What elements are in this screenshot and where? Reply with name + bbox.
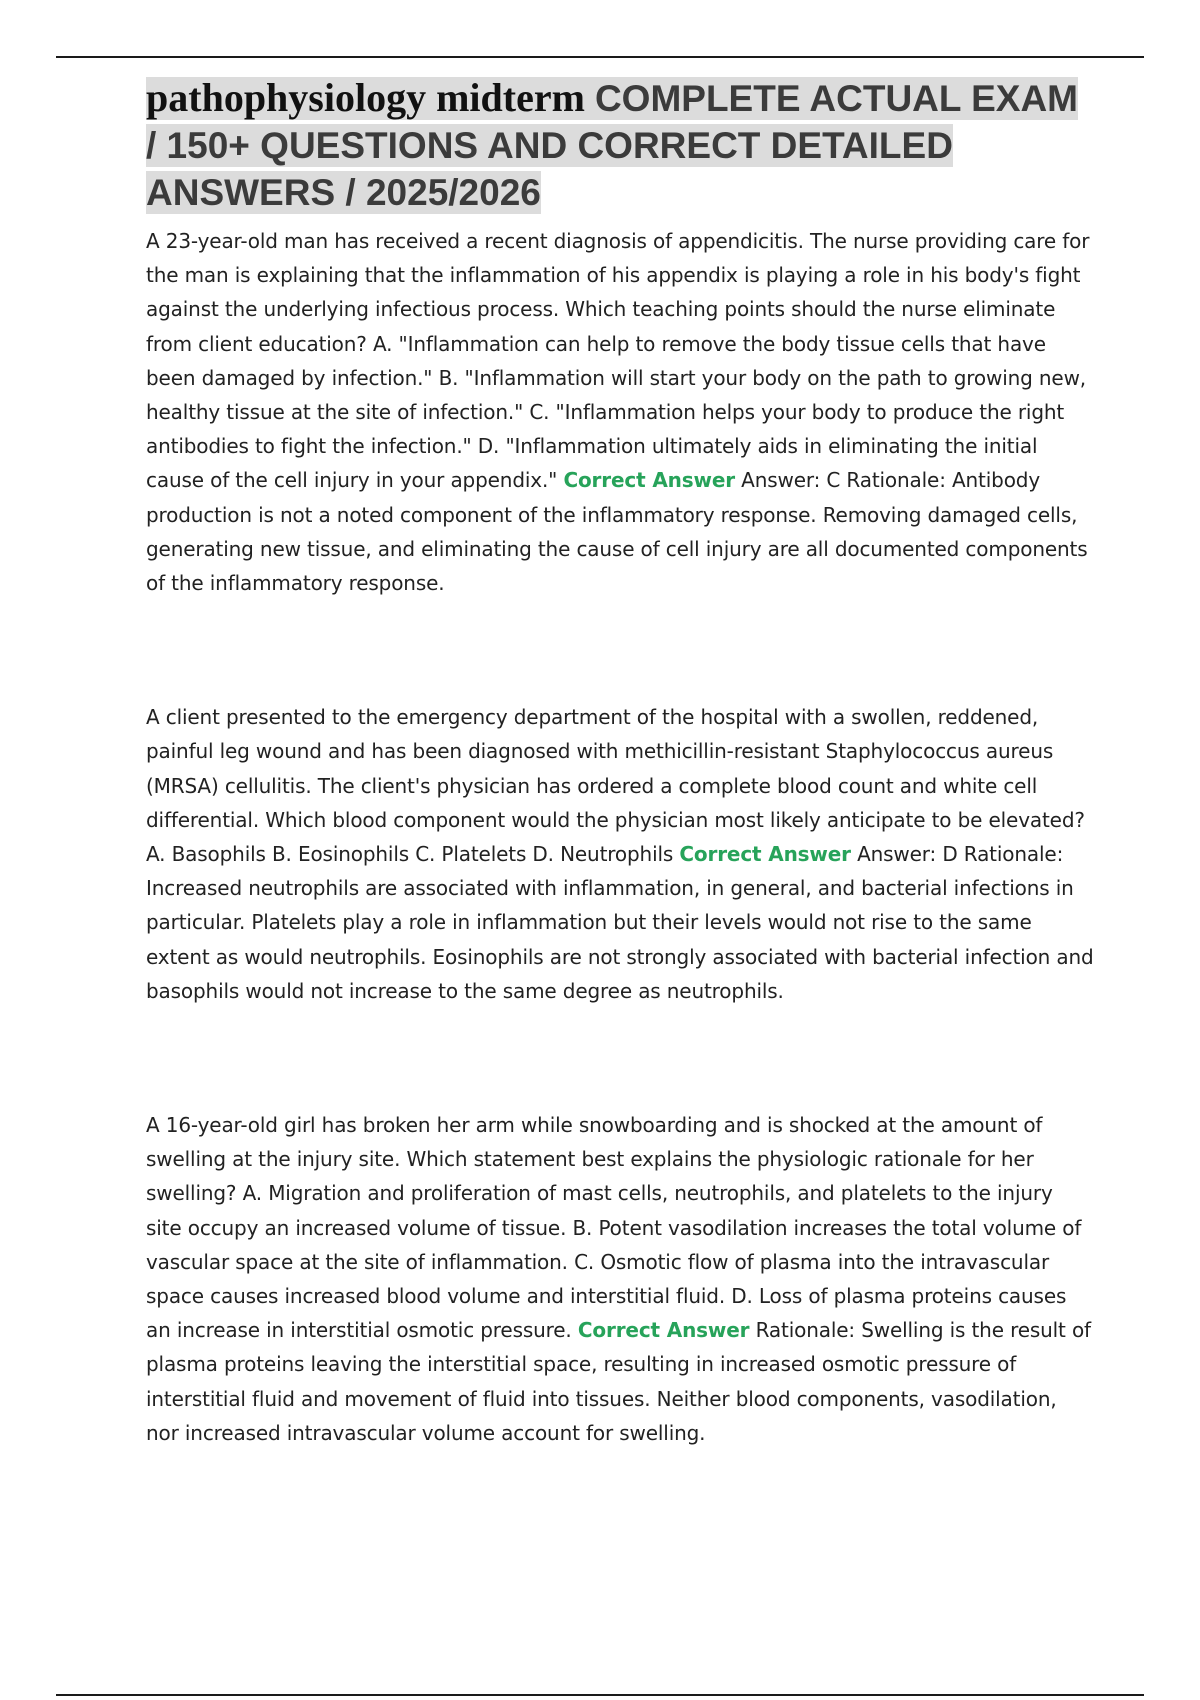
answer-text: Rationale: Swelling is the result of plasma proteins leaving the interstitial space, resulting in increased osmotic pressure of interstitial fluid and movement of fluid into tissues. Neither blood components, vasodilation, nor increased intravascular volume account for swelling.: [146, 1318, 1091, 1445]
question-block-2: [146, 700, 1094, 1008]
correct-answer-label: Correct Answer: [577, 1318, 750, 1343]
question-block-3: [146, 1108, 1094, 1450]
correct-answer-label: Correct Answer: [563, 468, 735, 493]
question-text: A client presented to the emergency department of the hospital with a swollen, reddened, painful leg wound and has been diagnosed with methicillin-resistant Staphylococcus aureus (MRSA) cellulitis. The client's physician has ordered a complete blood count and white cell differential. Which blood component would the physician most likely anticipate to be elevated? A. Basophils B. Eosinophils C. Platelets D. Neutrophils: [146, 705, 1085, 867]
document-body: [146, 74, 1094, 1550]
title-subject: pathophysiology midterm: [146, 75, 595, 120]
bottom-rule: [56, 1694, 1144, 1696]
title-description: COMPLETE ACTUAL EXAM / 150+ QUESTIONS AND CORRECT DETAILED ANSWERS / 2025/2026: [146, 78, 1078, 213]
question-block-1: [146, 224, 1094, 600]
correct-answer-label: Correct Answer: [679, 842, 851, 867]
document-title: [146, 74, 1094, 216]
answer-text: Answer: D Rationale: Increased neutrophils are associated with inflammation, in general, and bacterial infections in particular. Platelets play a role in inflammation but their levels would not rise to the same extent as would neutrophils. Eosinophils are not strongly associated with bacterial infection and basophils would not increase to the same degree as neutrophils.: [146, 842, 1094, 1003]
question-text: A 23-year-old man has received a recent diagnosis of appendicitis. The nurse providing care for the man is explaining that the inflammation of his appendix is playing a role in his body's fight against the underlying infectious process. Which teaching points should the nurse eliminate from client education? A. "Inflammation can help to remove the body tissue cells that have been damaged by infection." B. "Inflammation will start your body on the path to growing new, healthy tissue at the site of infection." C. "Inflammation helps your body to produce the right antibodies to fight the infection." D. "Inflammation ultimately aids in eliminating the initial cause of the cell injury in your appendix.": [146, 229, 1090, 493]
question-text: A 16-year-old girl has broken her arm while snowboarding and is shocked at the amount of swelling at the injury site. Which statement best explains the physiologic rationale for her swelling? A. Migration and proliferation of mast cells, neutrophils, and platelets to the injury site occupy an increased volume of tissue. B. Potent vasodilation increases the total volume of vascular space at the site of inflammation. C. Osmotic flow of plasma into the intravascular space causes increased blood volume and interstitial fluid. D. Loss of plasma proteins causes an increase in interstitial osmotic pressure.: [146, 1113, 1082, 1343]
answer-text: Answer: C Rationale: Antibody production is not a noted component of the inflammatory response. Removing damaged cells, generating new tissue, and eliminating the cause of cell injury are all documented components of the inflammatory response.: [146, 468, 1088, 596]
top-rule: [56, 56, 1144, 58]
